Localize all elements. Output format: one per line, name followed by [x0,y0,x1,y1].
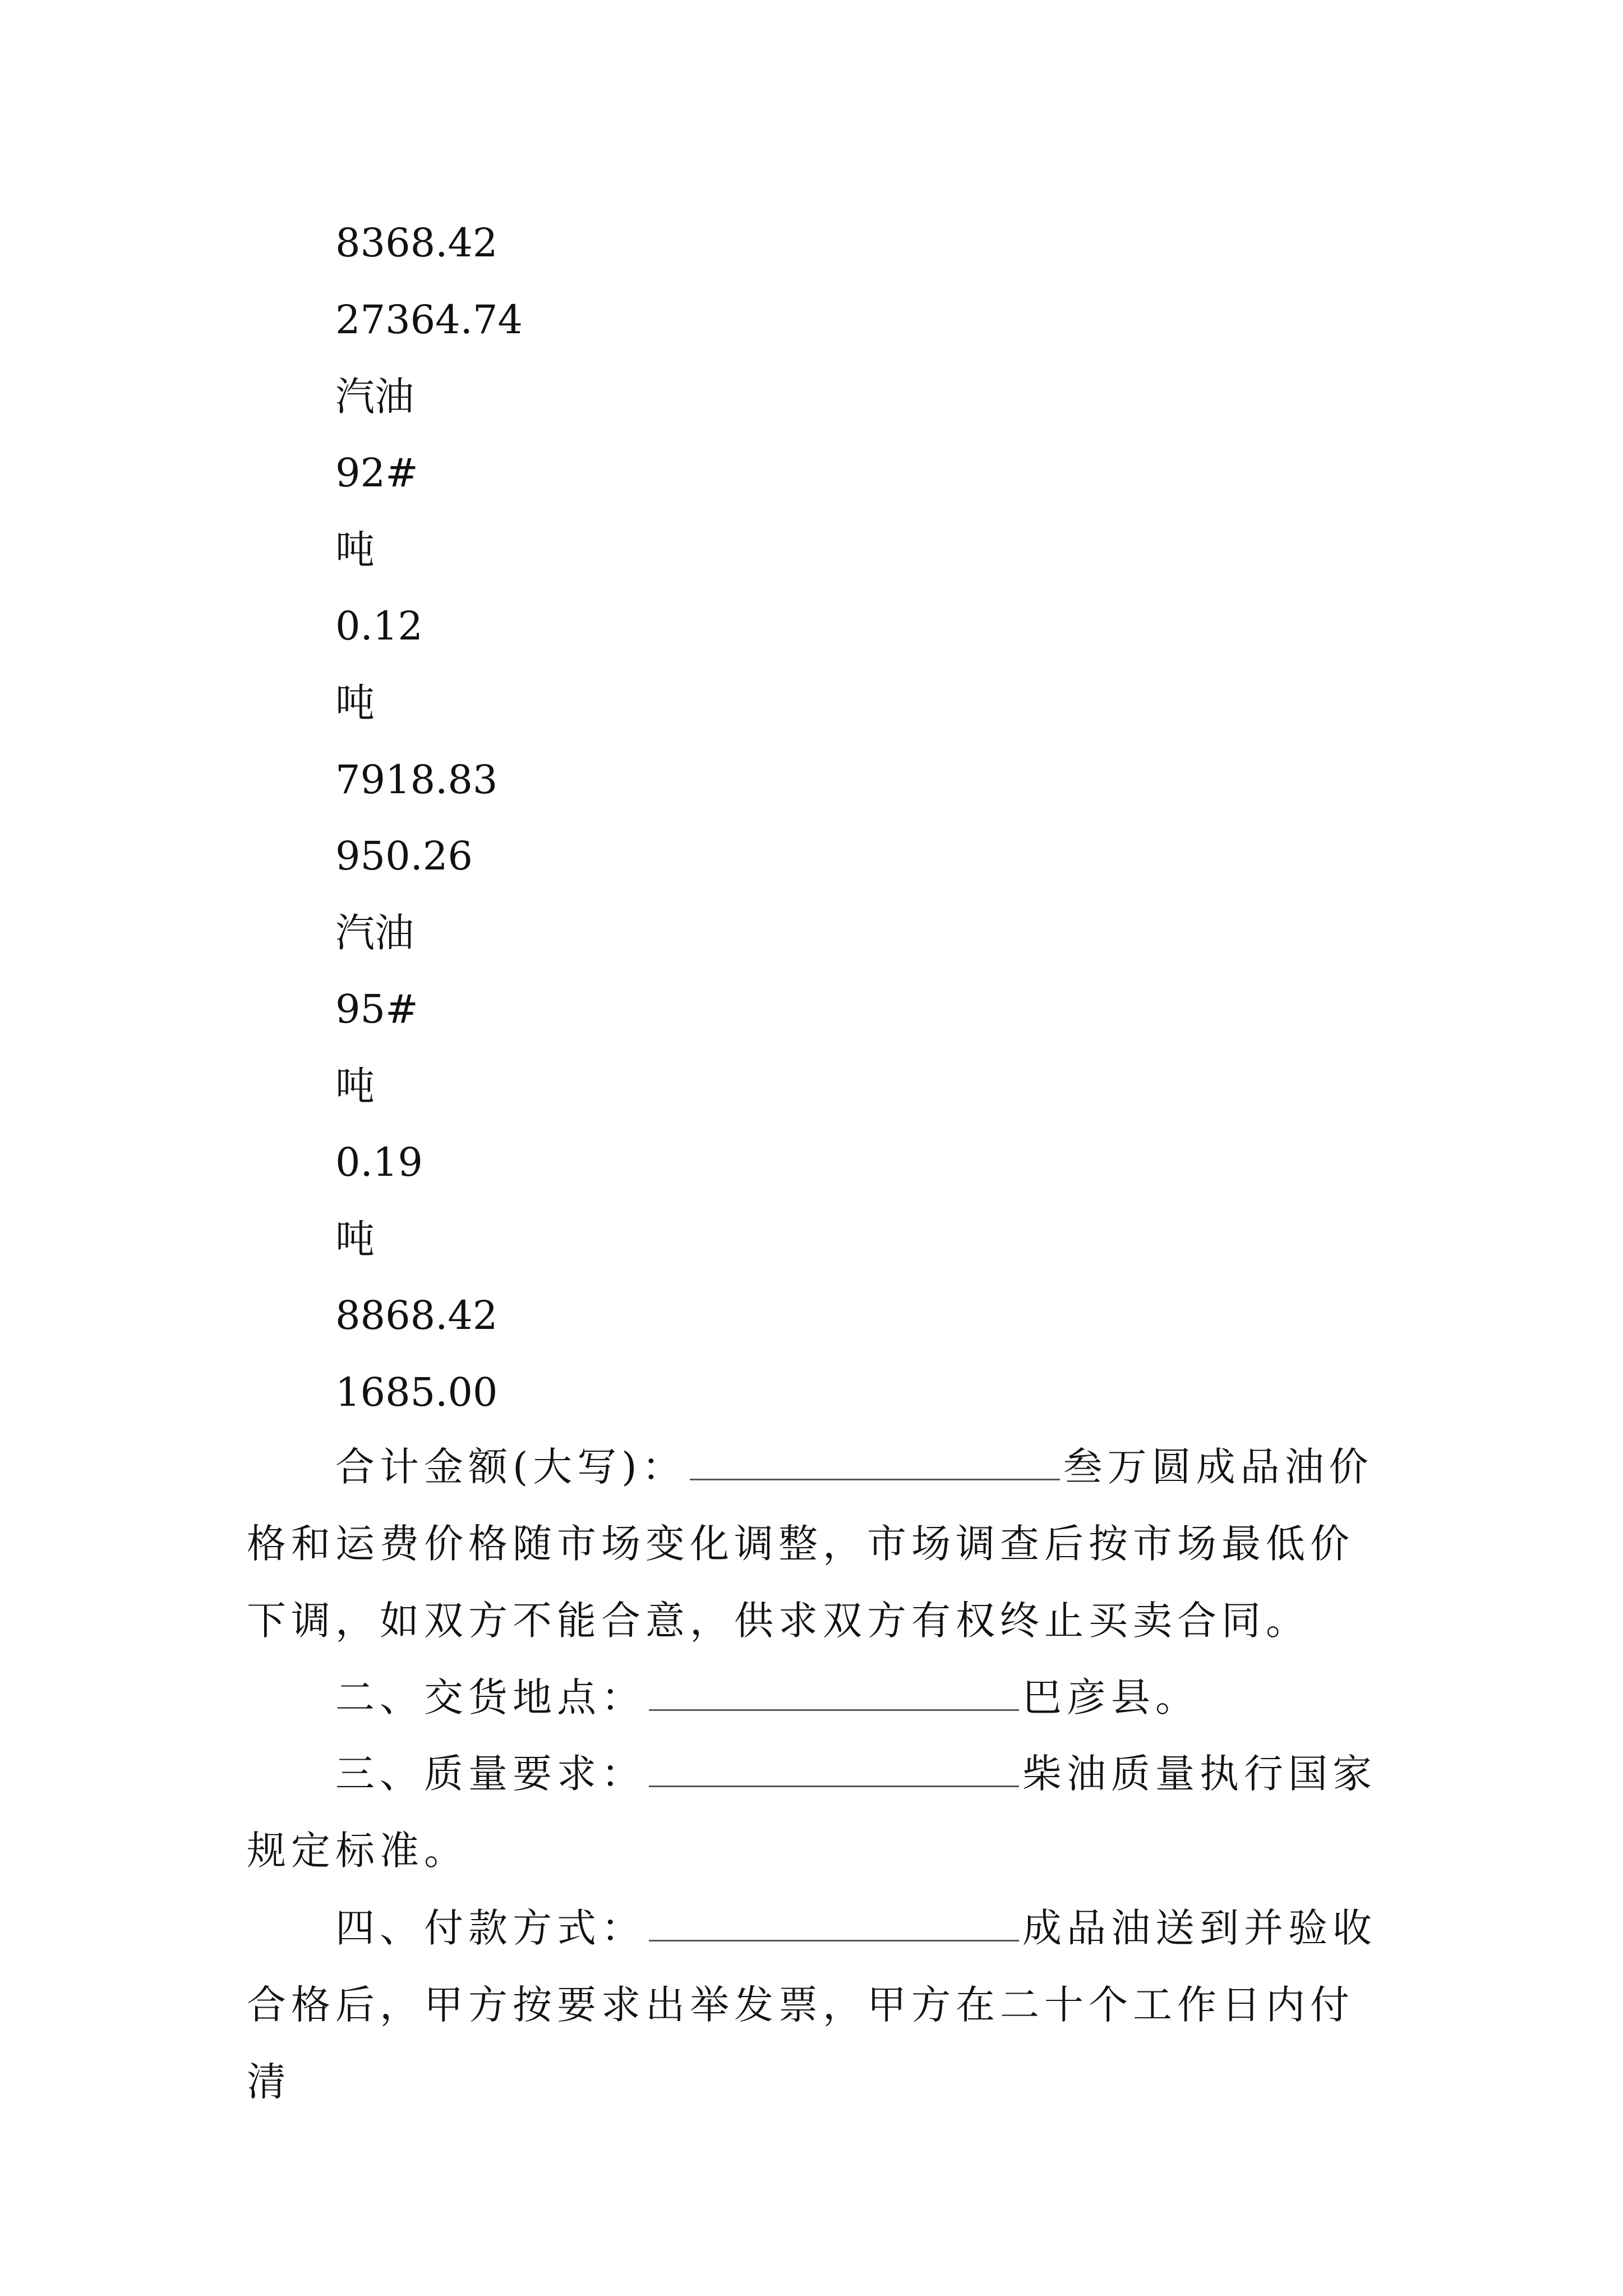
list-item: 吨 [335,680,375,726]
payment-text: 成品油送到并验收合格后，甲方按要求出举发票，甲方在二十个工作日内付清 [247,1905,1377,2105]
payment-blank [649,1905,1019,1941]
quality-paragraph [247,1736,1385,1889]
delivery-label: 二、交货地点： [335,1674,645,1720]
list-item: 0.19 [335,1139,423,1185]
list-item: 吨 [335,527,375,573]
list-item: 27364.74 [335,297,523,343]
list-item: 1685.00 [335,1369,498,1415]
quality-text: 柴油质量执行国家规定标准。 [247,1751,1377,1874]
total-amount-paragraph [247,1429,1385,1659]
quality-blank [649,1751,1019,1787]
payment-label: 四、付款方式： [335,1905,645,1951]
delivery-blank [649,1674,1019,1711]
total-amount-label: 合计金额(大写)： [335,1444,686,1490]
list-item: 950.26 [335,833,473,879]
list-item: 汽油 [335,374,414,420]
delivery-text: 巴彦县。 [1022,1674,1200,1720]
total-amount-blank [690,1444,1060,1480]
delivery-paragraph [247,1659,1385,1736]
list-item: 92# [335,450,418,496]
payment-paragraph [247,1890,1385,2120]
list-item: 吨 [335,1216,375,1262]
list-item: 吨 [335,1063,375,1109]
list-item: 8868.42 [335,1292,498,1338]
list-item: 7918.83 [335,757,498,803]
list-item: 95# [335,986,418,1032]
list-item: 0.12 [335,603,423,649]
list-item: 8368.42 [335,220,498,266]
list-item: 汽油 [335,910,414,956]
total-amount-text: 叁万圆成品油价格和运费价格随市场变化调整，市场调查后按市场最低价下调，如双方不能合意，供求双方有权终止买卖合同。 [247,1444,1373,1644]
quality-label: 三、质量要求： [335,1751,645,1797]
